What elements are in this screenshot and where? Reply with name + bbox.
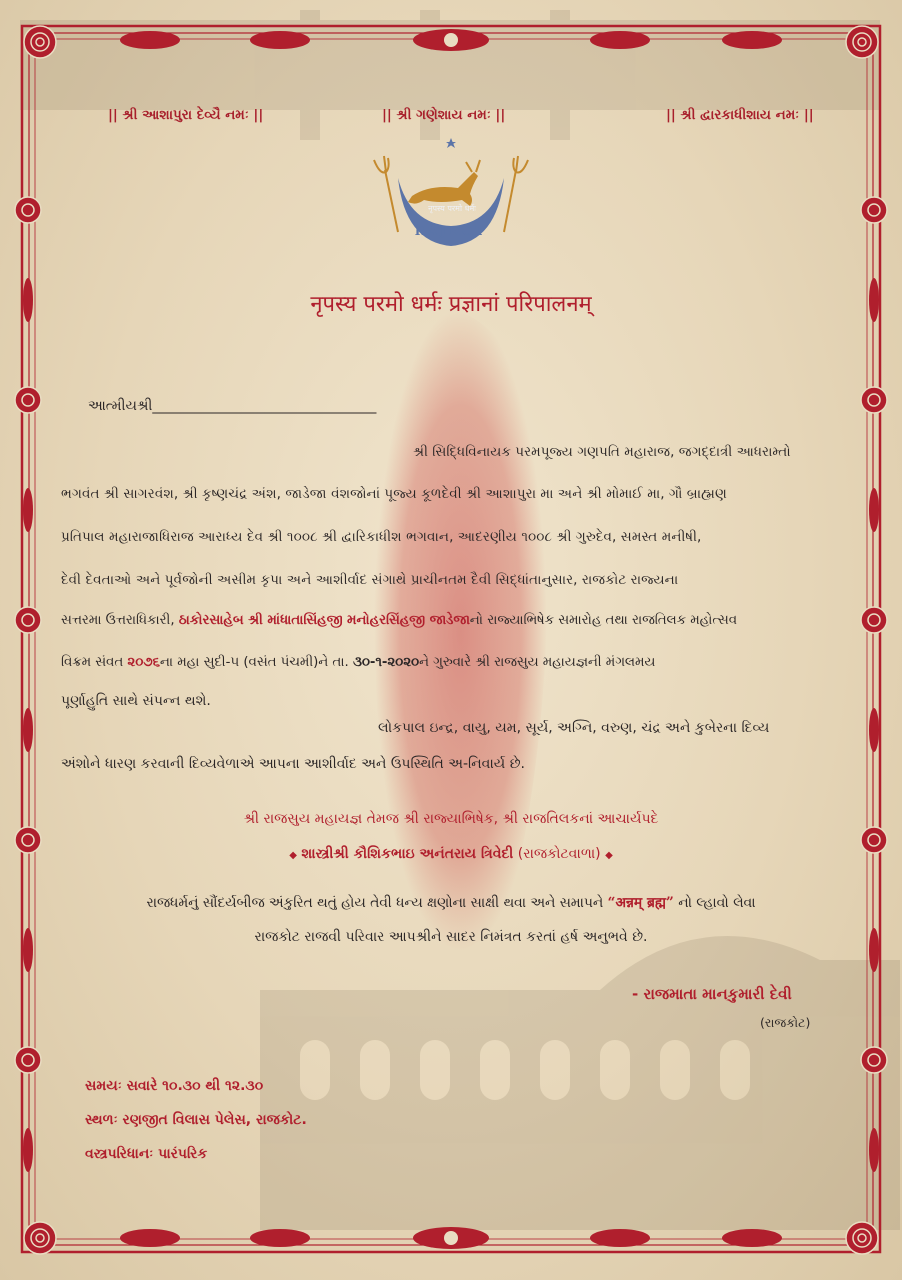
body-line-9: અંશોને ધારણ કરવાની દિવ્યવેળાએ આપના આશીર્વાદ અને ઉપસ્થિતિ અ-નિવાર્ય છે. — [61, 756, 525, 772]
body-line-6-suffix: ને ગુરુવારે શ્રી રાજસુય મહાયજ્ઞની મંગલમય — [419, 655, 656, 670]
acharya-line — [0, 846, 902, 862]
emblem-name: RAJKOT — [414, 224, 488, 238]
body-line-3: પ્રતિપાલ મહારાજાધિરાજ આરાધ્ય દેવ શ્રી ૧૦૦૮ શ્રી દ્વારિકાધીશ ભગવાન, આદરણીય ૧૦૦૮ શ્રી ગુરુદેવ, સમસ્ત મનીષી, — [61, 529, 702, 545]
body-line-5-suffix: નો રાજ્યાભિષેક સમારોહ તથા રાજતિલક મહોત્સવ — [469, 613, 737, 628]
emblem-motto: नृपस्य परमो धर्मः — [428, 204, 476, 213]
dress-code: વસ્ત્રપરિધાનઃ પારંપરિક — [85, 1146, 208, 1162]
acharya-place: (રાજકોટવાળા) — [513, 846, 606, 862]
body-line-5 — [61, 613, 737, 628]
rose-top-left — [24, 26, 56, 58]
rose-bottom-right — [846, 1222, 878, 1254]
invite-line-2: રાજકોટ રાજવી પરિવાર આપશ્રીને સાદર નિમંત્રત કરતાં હર્ષ અનુભવે છે. — [254, 929, 648, 945]
salutation: આત્મીયશ્રી________________________________ — [88, 398, 377, 414]
samvat-label: વિક્રમ સંવત — [61, 655, 128, 670]
rose-bottom-left — [24, 1222, 56, 1254]
acharya-name: શાસ્ત્રીશ્રી કૌશિકભાઇ અનંતરાય ત્રિવેદી — [301, 846, 514, 862]
trident-left-icon — [374, 156, 398, 232]
signature-name: - રાજમાતા માનકુમારી દેવી — [632, 985, 792, 1003]
event-venue: સ્થળઃ રણજીત વિલાસ પેલેસ, રાજકોટ. — [85, 1112, 307, 1128]
tithi-text: ના મહા સુદી-૫ (વસંત પંચમી)ને તા. — [159, 655, 353, 670]
event-time: સમયઃ સવારે ૧૦.૩૦ થી ૧૨.૩૦ — [85, 1078, 264, 1094]
body-line-1: શ્રી સિદ્ધિવિનાયક પરમપૂજ્ય ગણપતિ મહારાજ, જગદ્દાત્રી આધરામ્તો — [413, 444, 791, 460]
acharya-heading: શ્રી રાજસુય મહાયજ્ઞ તેમજ શ્રી રાજ્યાભિષેક, શ્રી રાજતિલકનાં આચાર્યપદે — [243, 811, 659, 827]
invocation-ashapura: || શ્રી આશાપુરા દેવ્યૈ નમઃ || — [108, 107, 264, 123]
body-line-7: પૂર્ણાહુતિ સાથે સંપન્ન થશે. — [61, 693, 211, 709]
king-name: ઠાકોરસાહેબ શ્રી માંધાતાસિંહજી મનોહરસિંહજી જાડેજા — [178, 613, 470, 628]
invocation-ganesha: || શ્રી ગણેશાય નમઃ || — [382, 107, 506, 123]
samvat-year: ૨૦૭૬ — [127, 655, 160, 670]
trident-right-icon — [504, 156, 528, 232]
signature-place: (રાજકોટ) — [760, 1015, 811, 1030]
deer-icon — [408, 160, 480, 206]
body-line-6 — [61, 655, 655, 670]
palace-bottom-watermark — [260, 936, 900, 1230]
invite-line-1-suffix: નો લ્હાવો લેવા — [673, 895, 756, 911]
event-date: ૩૦-૧-૨૦૨૦ — [352, 655, 420, 670]
diamond-bullet-left-icon: ◆ — [289, 850, 297, 861]
invite-line-1-prefix: રાજધર્મનું સૌંદર્યબીજ અંકુરિત થતું હોય તેવી ધન્ય ક્ષણોના સાક્ષી થવા અને સમાપને — [146, 895, 608, 911]
invocation-dwarkadhish: || શ્રી દ્વારકાધીશાય નમઃ || — [666, 107, 814, 123]
page-title: नृपस्य परमो धर्मः प्रज्ञानां परिपालनम् — [310, 292, 592, 317]
annam-brahma: “अन्नम् ब्रह्म” — [607, 895, 674, 911]
invite-line-1 — [0, 893, 902, 912]
diamond-bullet-right-icon: ◆ — [605, 850, 613, 861]
star-icon — [446, 138, 456, 148]
body-line-2: ભગવંત શ્રી સાગરવંશ, શ્રી કૃષ્ણચંદ્ર અંશ, જાડેજા વંશજોનાં પૂજ્ય કૂળદેવી શ્રી આશાપુરા મા અને શ્રી મોમાઈ મા, ગૌ બ્રાહ્મણ — [61, 486, 727, 502]
rose-top-right — [846, 26, 878, 58]
body-line-5-prefix: સત્તરમા ઉત્તરાધિકારી, — [61, 613, 179, 628]
body-line-4: દેવી દેવતાઓ અને પૂર્વજોની અસીમ કૃપા અને આશીર્વાદ સંગાથે પ્રાચીનતમ દૈવી સિદ્ધાંતાનુસાર, રાજકોટ રાજ્યના — [61, 572, 679, 588]
body-line-8: લોકપાલ ઇન્દ્ર, વાયુ, યમ, સૂર્ય, અગ્નિ, વરુણ, ચંદ્ર અને કુબેરના દિવ્ય — [378, 720, 770, 736]
bottom-scrolls — [120, 1227, 782, 1249]
